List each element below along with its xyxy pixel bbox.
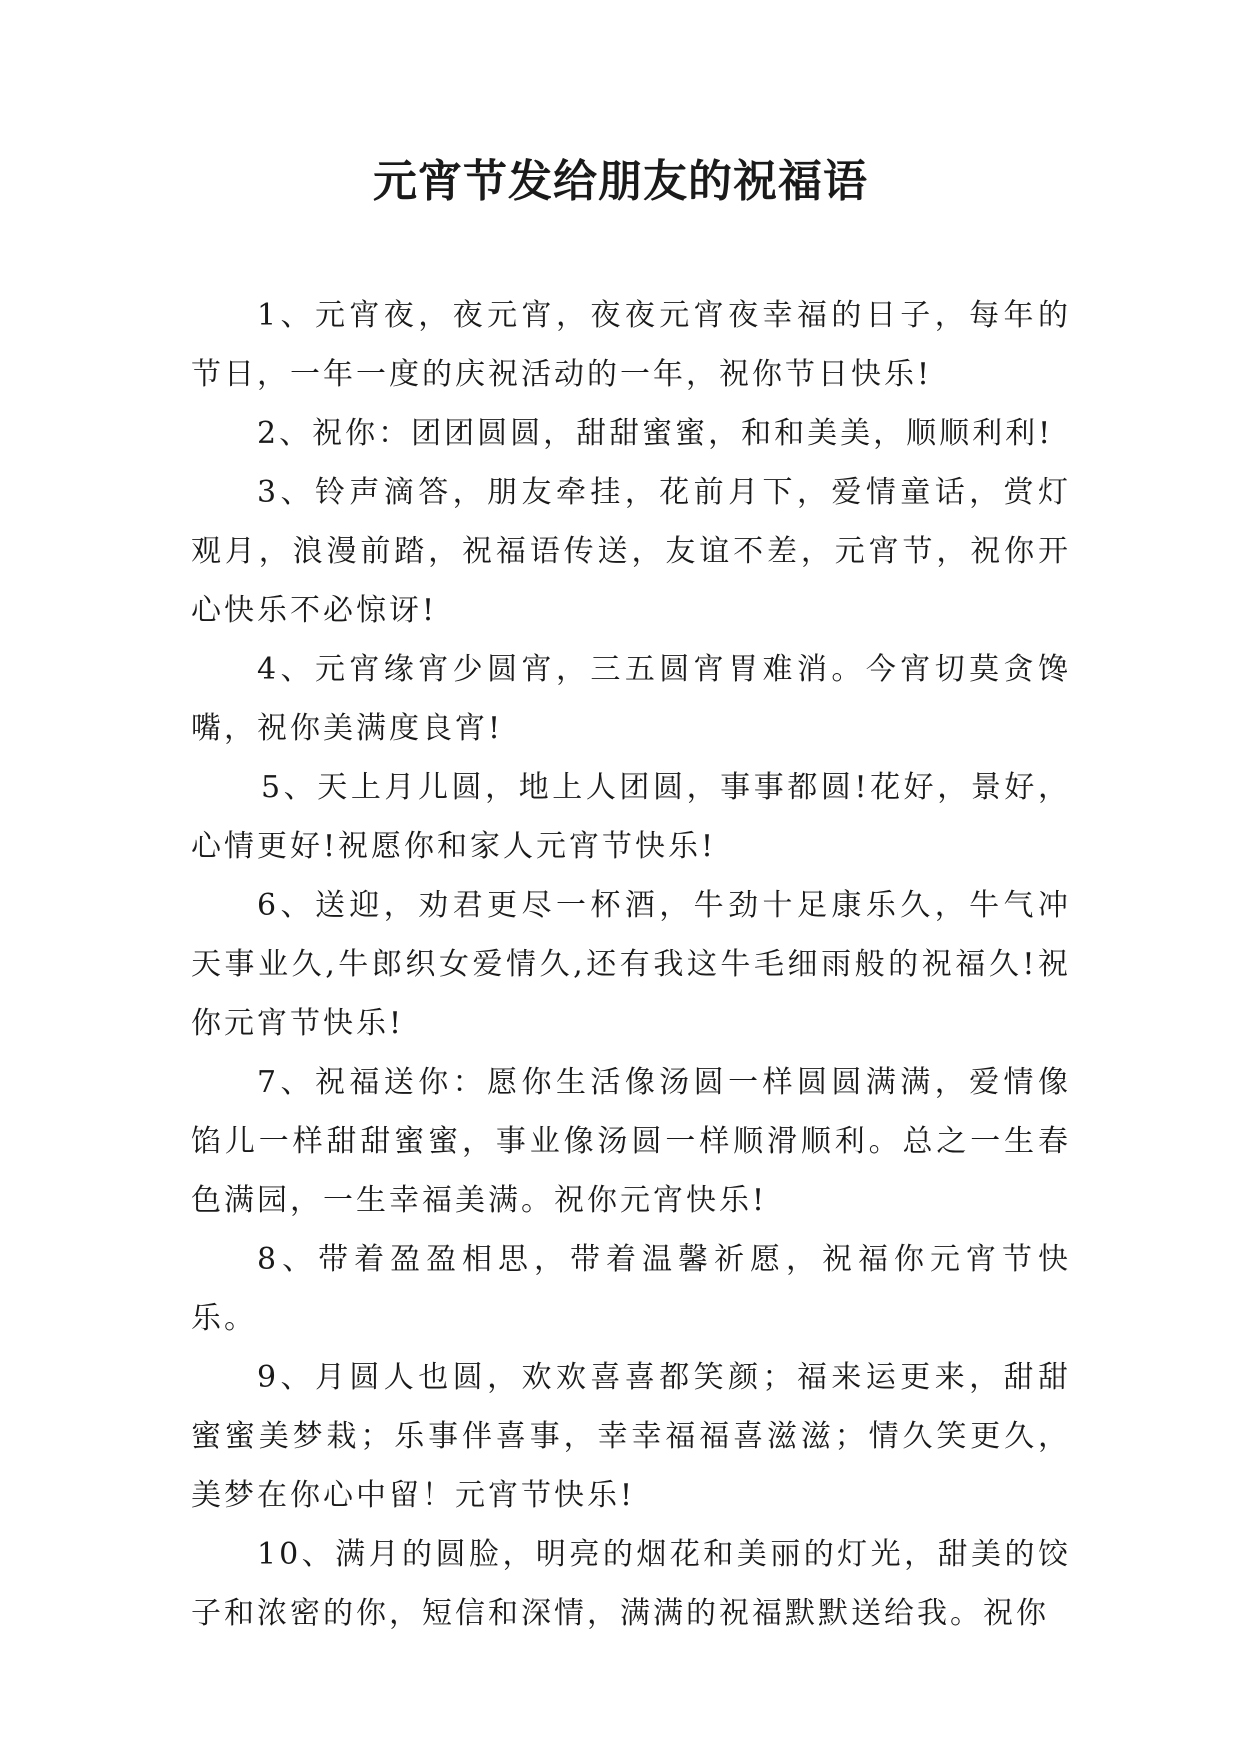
paragraph-7: 7、祝福送你：愿你生活像汤圆一样圆圆满满，爱情像馅儿一样甜甜蜜蜜，事业像汤圆一样顺滑顺利。总之一生春色满园，一生幸福美满。祝你元宵快乐! — [191, 1065, 1071, 1218]
paragraph-4: 4、元宵缘宵少圆宵，三五圆宵胃难消。今宵切莫贪馋嘴，祝你美满度良宵! — [191, 652, 1071, 746]
document-body — [191, 286, 1071, 1643]
paragraph-10: 10、满月的圆脸，明亮的烟花和美丽的灯光，甜美的饺子和浓密的你，短信和深情，满满的祝福默默送给我。祝你 — [191, 1537, 1071, 1631]
paragraph-9: 9、月圆人也圆，欢欢喜喜都笑颜；福来运更来，甜甜蜜蜜美梦栽；乐事伴喜事，幸幸福福喜滋滋；情久笑更久，美梦在你心中留！元宵节快乐! — [191, 1360, 1071, 1513]
paragraph-1: 1、元宵夜，夜元宵，夜夜元宵夜幸福的日子，每年的节日，一年一度的庆祝活动的一年，祝你节日快乐! — [191, 298, 1071, 392]
paragraph-8: 8、带着盈盈相思，带着温馨祈愿，祝福你元宵节快乐。 — [191, 1242, 1071, 1336]
paragraph-6: 6、送迎，劝君更尽一杯酒，牛劲十足康乐久，牛气冲天事业久,牛郎织女爱情久,还有我这牛毛细雨般的祝福久!祝你元宵节快乐! — [191, 888, 1071, 1041]
document-title: 元宵节发给朋友的祝福语 — [373, 156, 868, 207]
paragraph-2: 2、祝你：团团圆圆，甜甜蜜蜜，和和美美，顺顺利利! — [257, 416, 1054, 451]
paragraph-3: 3、铃声滴答，朋友牵挂，花前月下，爱情童话，赏灯观月，浪漫前踏，祝福语传送，友谊不差，元宵节，祝你开心快乐不必惊讶! — [191, 475, 1071, 628]
paragraph-5: 5、天上月儿圆，地上人团圆，事事都圆!花好，景好，心情更好!祝愿你和家人元宵节快乐! — [191, 770, 1071, 864]
